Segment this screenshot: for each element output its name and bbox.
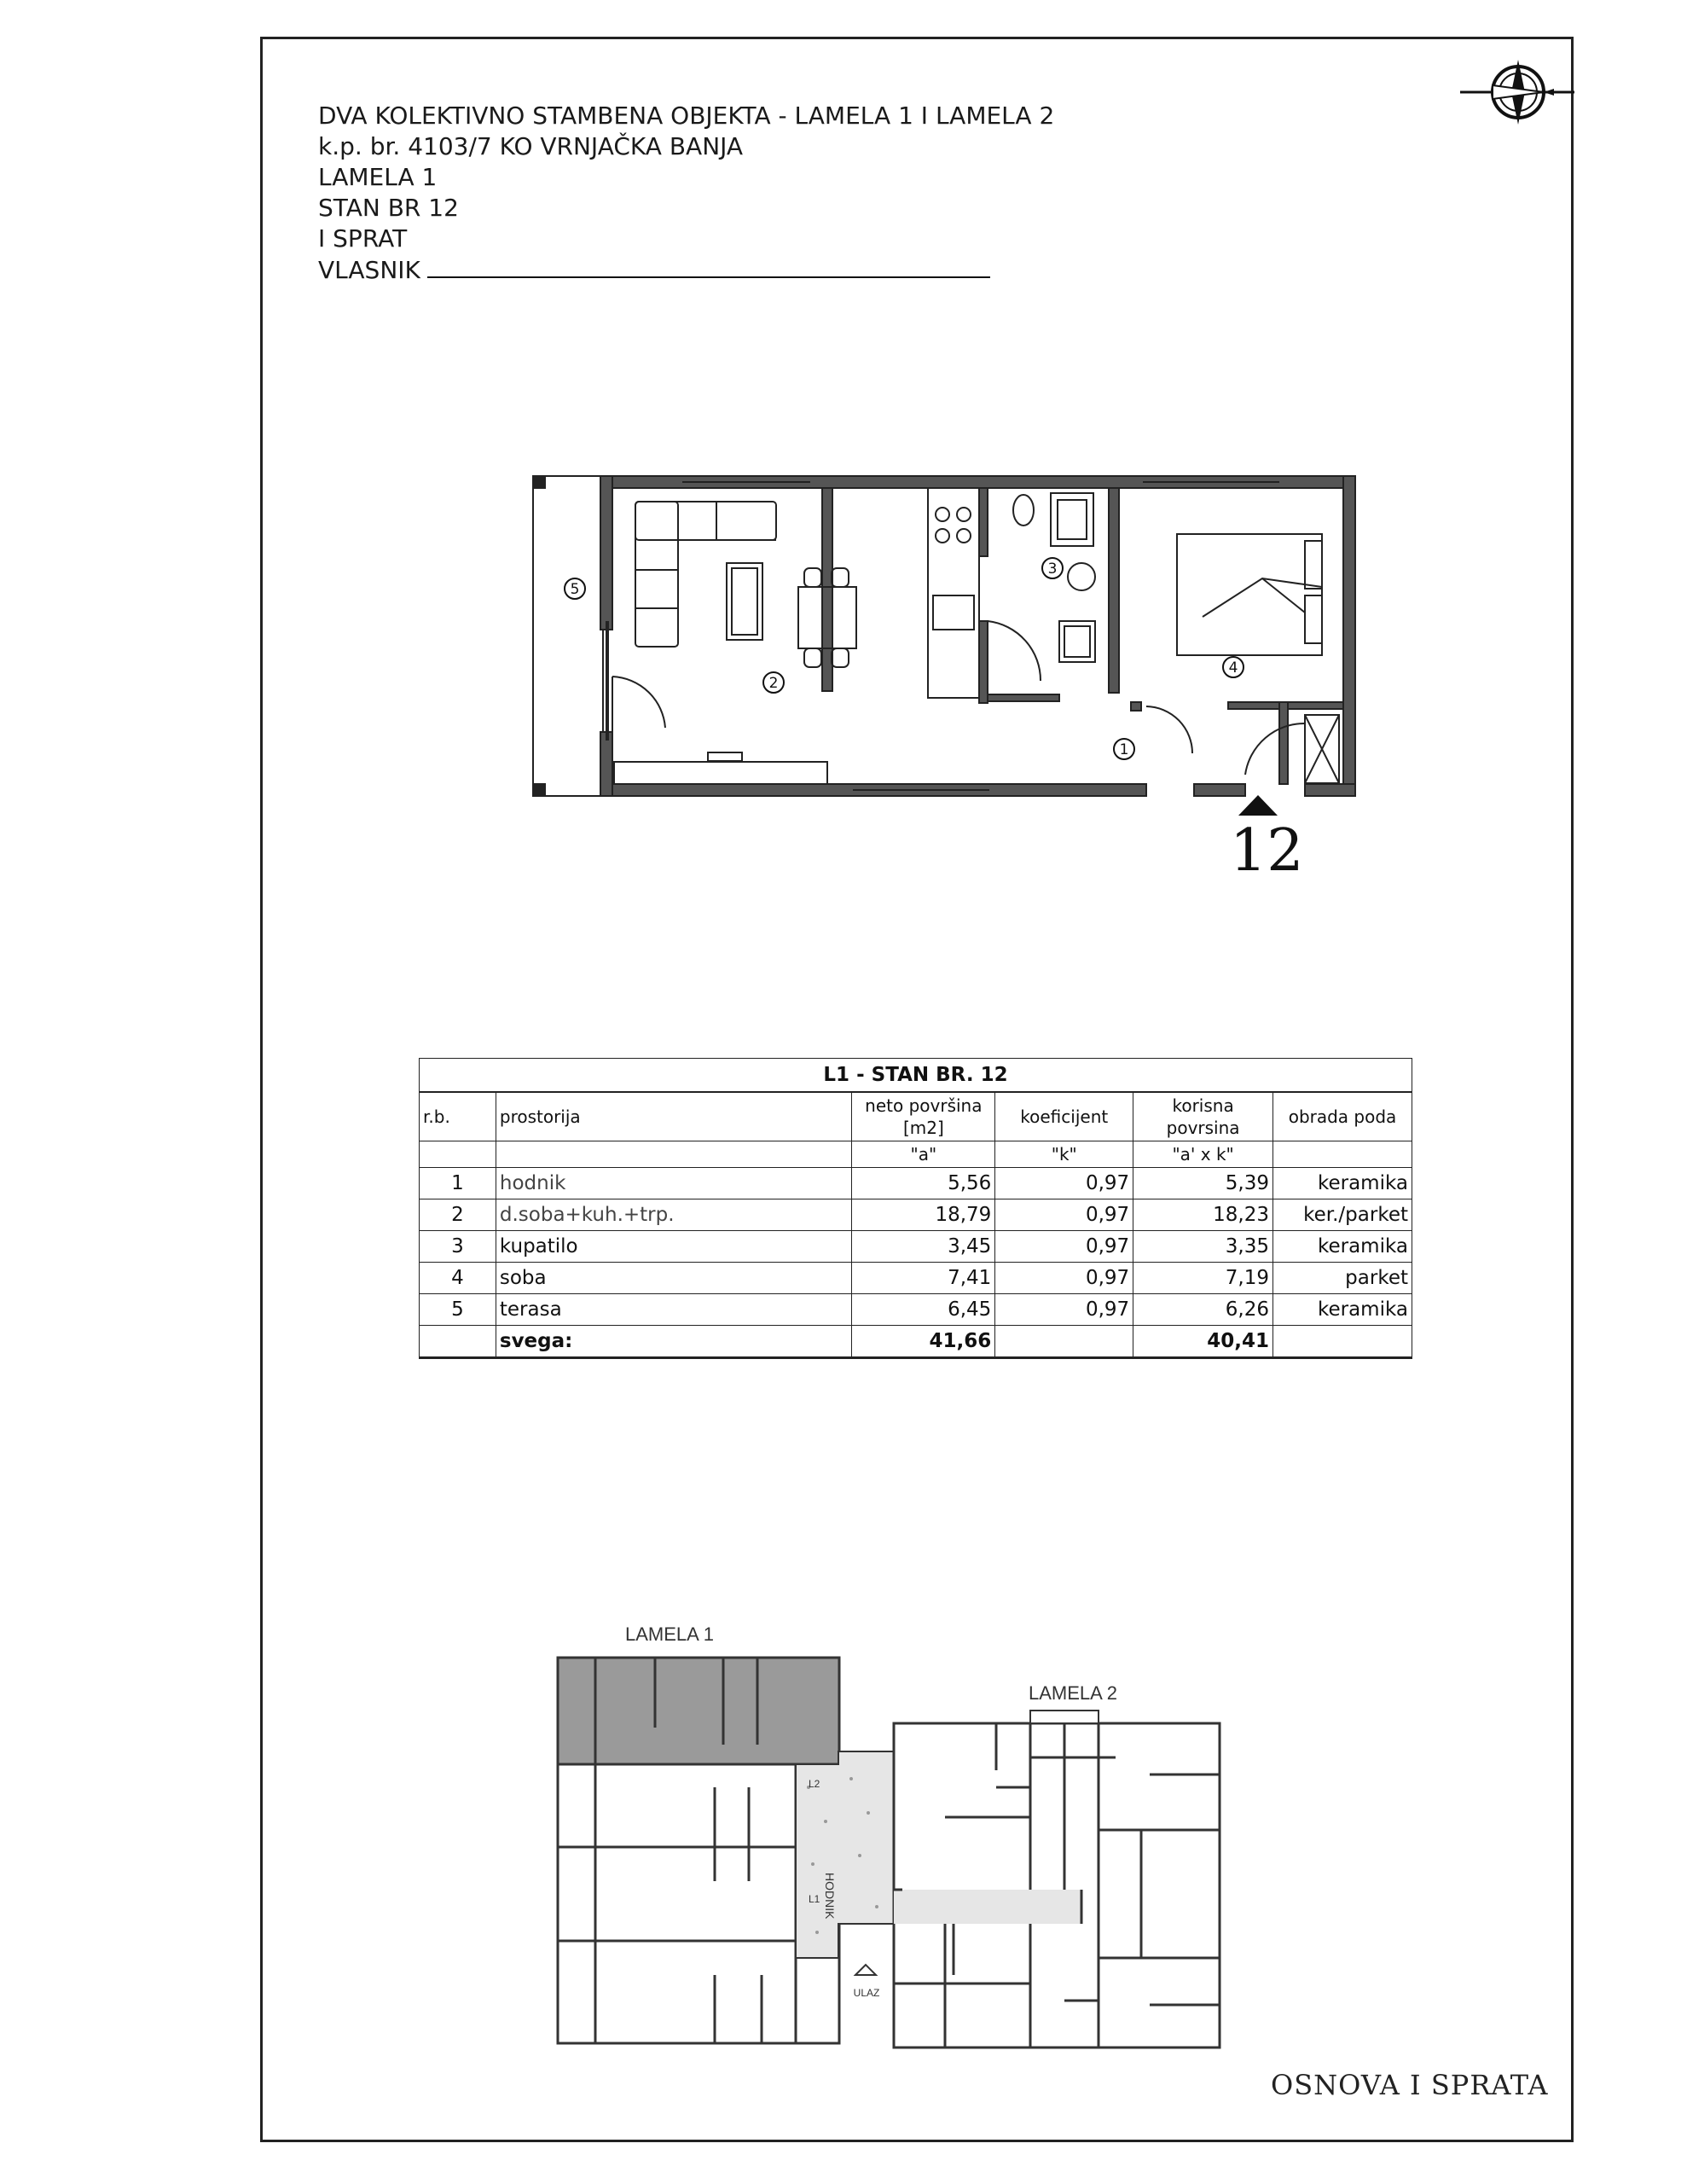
table-row: 4 soba 7,41 0,97 7,19 parket [420, 1263, 1412, 1294]
floor-label: I SPRAT [318, 224, 408, 253]
entrance-arrow-icon [855, 1965, 876, 1975]
entrance-triangle-icon [1237, 793, 1279, 817]
sub-useful: "a' x k" [1133, 1141, 1273, 1168]
table-row: 2 d.soba+kuh.+trp. 18,79 0,97 18,23 ker./parket [420, 1199, 1412, 1231]
title-block [318, 101, 1054, 286]
room-tag-2: 2 [768, 675, 779, 692]
corridor-tag-l1: L1 [809, 1893, 820, 1905]
col-room: prostorija [496, 1092, 852, 1141]
table-row: 1 hodnik 5,56 0,97 5,39 keramika [420, 1168, 1412, 1199]
col-useful-area: korisna povrsina [1133, 1092, 1273, 1141]
owner-label: VLASNIK [318, 256, 420, 284]
col-rb: r.b. [420, 1092, 496, 1141]
room-tag-1: 1 [1119, 741, 1129, 758]
sheet-title: OSNOVA I SPRATA [1271, 2069, 1549, 2101]
project-title: DVA KOLEKTIVNO STAMBENA OBJEKTA - LAMELA 1 I LAMELA 2 [318, 102, 1055, 130]
apartment-label: STAN BR 12 [318, 194, 459, 222]
parcel-info: k.p. br. 4103/7 KO VRNJAČKA BANJA [318, 132, 744, 160]
north-arrow-icon [1458, 51, 1578, 132]
floor-key-plan [553, 1617, 1231, 2052]
owner-row [318, 254, 1054, 286]
corridor-label-vertical: HODNIK [823, 1873, 837, 1920]
room-tag-5: 5 [570, 581, 580, 598]
col-floor-finish: obrada poda [1273, 1092, 1412, 1141]
room-tag-4: 4 [1228, 659, 1238, 677]
terrace-outline [533, 476, 603, 796]
lamela2-label: LAMELA 2 [1029, 1682, 1117, 1704]
corridor-tag-l2: L2 [809, 1778, 820, 1790]
table-total-row: svega: 41,66 40,41 [420, 1326, 1412, 1358]
sub-coef: "k" [995, 1141, 1133, 1168]
table-title: L1 - STAN BR. 12 [420, 1059, 1412, 1093]
area-table [419, 1058, 1412, 1359]
entrance-label: ULAZ [853, 1987, 880, 1999]
sub-net: "a" [852, 1141, 995, 1168]
table-row: 3 kupatilo 3,45 0,97 3,35 keramika [420, 1231, 1412, 1263]
lamela1-label: LAMELA 1 [625, 1623, 714, 1645]
table-row: 5 terasa 6,45 0,97 6,26 keramika [420, 1294, 1412, 1326]
unit-number: 12 [1230, 817, 1304, 885]
col-net-area: neto površina [m2] [852, 1092, 995, 1141]
owner-signature-line [427, 254, 990, 278]
lamela-label: LAMELA 1 [318, 163, 438, 191]
room-tag-3: 3 [1047, 561, 1058, 578]
highlighted-apartment [558, 1658, 839, 1764]
unit-entrance-marker [1228, 793, 1304, 887]
col-coefficient: koeficijent [995, 1092, 1133, 1141]
